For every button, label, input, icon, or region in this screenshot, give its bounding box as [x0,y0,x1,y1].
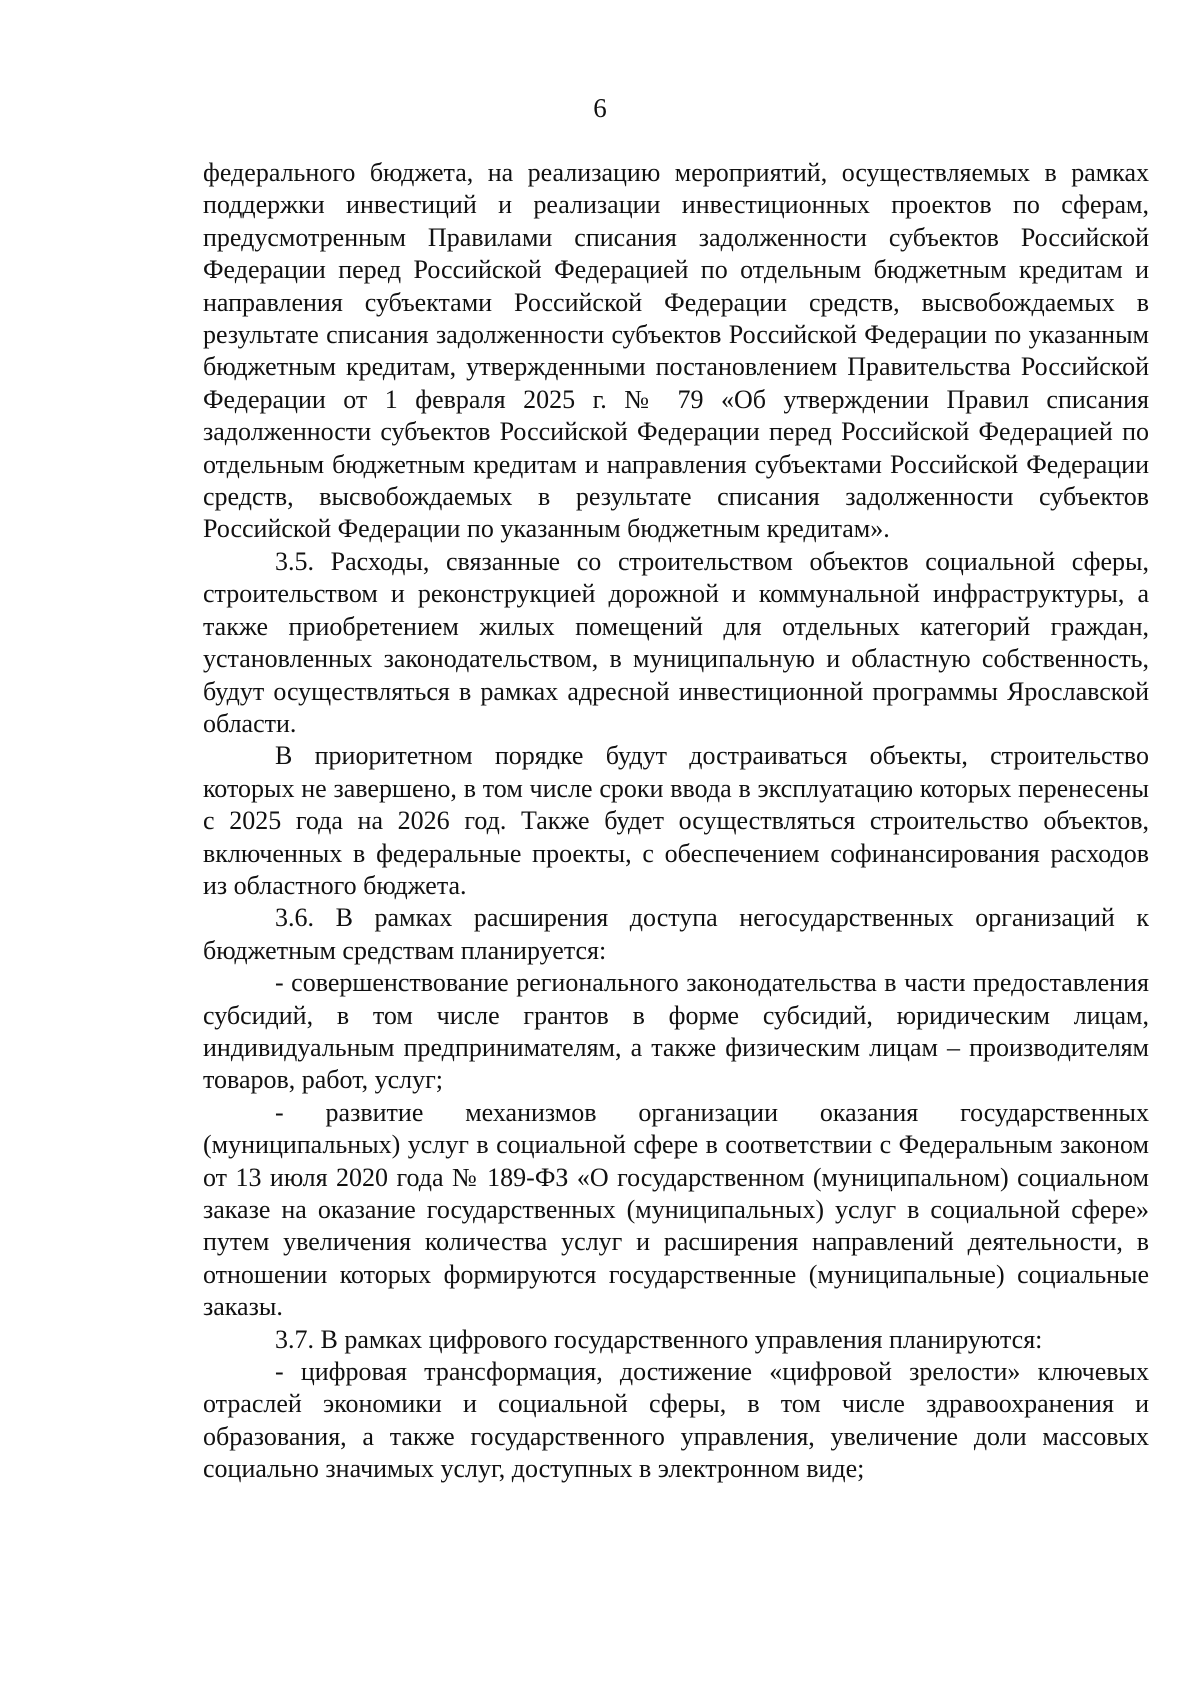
paragraph-priority-construction: В приоритетном порядке будут достраиваться объекты, строительство которых не завершено, в том числе сроки ввода в эксплуатацию которых перенесены с 2025 года на 2026 год. Также будет осуществляться строительство объектов, включенных в федеральные проекты, с обеспечением софинансирования расходов из областного бюджета. [203,741,1149,900]
page-number: 6 [593,93,607,123]
list-item-digital-transformation: - цифровая трансформация, достижение «цифровой зрелости» ключевых отраслей экономики и социальной сферы, в том числе здравоохранения и образования, а также государственного управления, увеличение доли массовых социально значимых услуг, доступных в электронном виде; [203,1357,1149,1484]
list-item-legislation: - совершенствование регионального законодательства в части предоставления субсидий, в том числе грантов в форме субсидий, юридическим лицам, индивидуальным предпринимателям, а также физическим лицам – производителям товаров, работ, услуг; [203,968,1149,1095]
paragraph-3-7: 3.7. В рамках цифрового государственного управления планируются: [275,1324,1043,1354]
paragraph-3-6: 3.6. В рамках расширения доступа негосударственных организаций к бюджетным средствам планируется: [203,903,1149,965]
list-item-social-order: - развитие механизмов организации оказания государственных (муниципальных) услуг в социальной сфере в соответствии с Федеральным законом от 13 июля 2020 года № 189-ФЗ «О государственном (муниципальном) социальном заказе на оказание государственных (муниципальных) услуг в социальной сфере» путем увеличения количества услуг и расширения направлений деятельности, в отношении которых формируются государственные (муниципальные) социальные заказы. [203,1097,1149,1322]
paragraph-3-5: 3.5. Расходы, связанные со строительством объектов социальной сферы, строительством и реконструкцией дорожной и коммунальной инфраструктуры, а также приобретением жилых помещений для отдельных категорий граждан, установленных законодательством, в муниципальную и областную собственность, будут осуществляться в рамках адресной инвестиционной программы Ярославской области. [203,546,1149,738]
paragraph-budget-rules: федерального бюджета, на реализацию мероприятий, осуществляемых в рамках поддержки инвестиций и реализации инвестиционных проектов по сферам, предусмотренным Правилами списания задолженности субъектов Российской Федерации перед Российской Федерацией по отдельным бюджетным кредитам и направления субъектами Российской Федерации средств, высвобождаемых в результате списания задолженности субъектов Российской Федерации по указанным бюджетным кредитам, утвержденными постановлением Правительства Российской Федерации от 1 февраля 2025 г. № 79 «Об утверждении Правил списания задолженности субъектов Российской Федерации перед Российской Федерацией по отдельным бюджетным кредитам и направления субъектами Российской Федерации средств, высвобождаемых в результате списания задолженности субъектов Российской Федерации по указанным бюджетным кредитам». [203,158,1149,544]
document-body [203,157,1149,1486]
